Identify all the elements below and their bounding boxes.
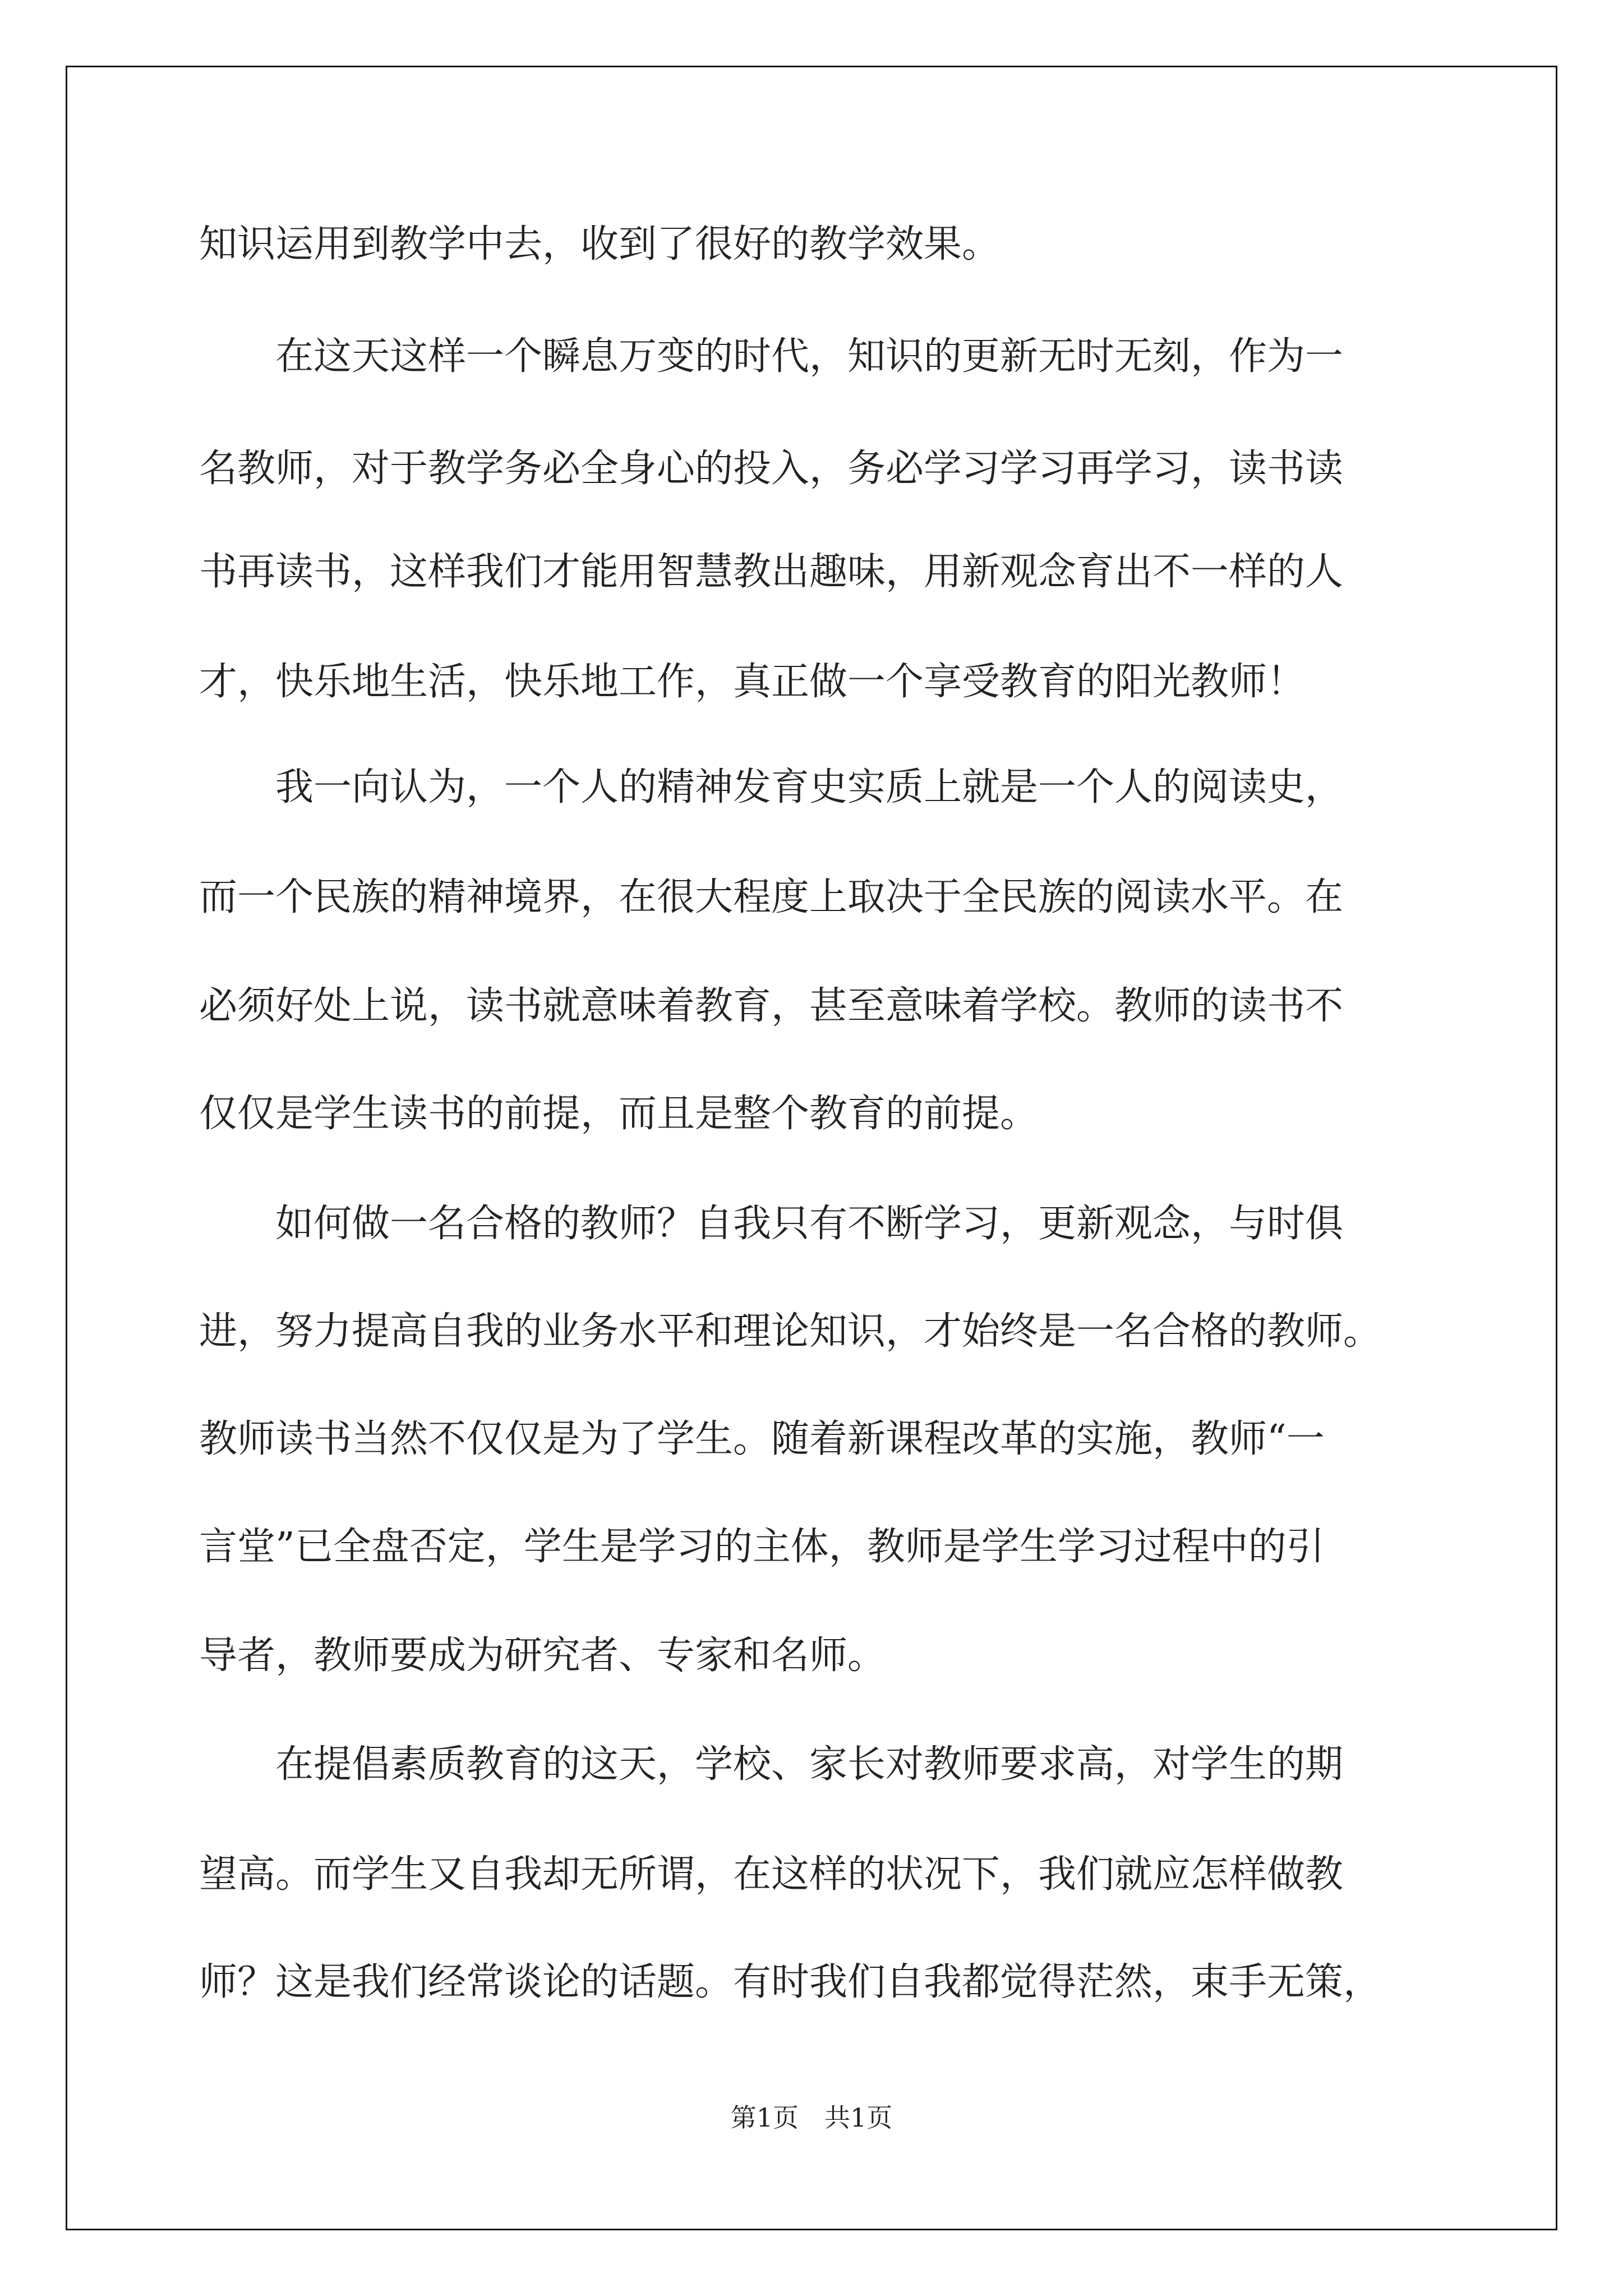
page-border [66, 66, 1557, 2230]
page-number-footer: 第1页 共1页 [730, 2102, 893, 2133]
text-line: 进，努力提高自我的业务水平和理论知识，才始终是一名合格的教师。 [199, 1309, 1382, 1354]
text-line: 知识运用到教学中去，收到了很好的教学效果。 [199, 222, 1000, 266]
text-line: 才，快乐地生活，快乐地工作，真正做一个享受教育的阳光教师！ [199, 660, 1306, 704]
text-line: 名教师，对于教学务必全身心的投入，务必学习学习再学习，读书读 [199, 447, 1344, 491]
text-line: 导者，教师要成为研究者、专家和名师。 [199, 1634, 886, 1678]
text-line: 教师读书当然不仅仅是为了学生。随着新课程改革的实施，教师“一 [199, 1417, 1325, 1461]
text-line: 我一向认为，一个人的精神发育史实质上就是一个人的阅读史， [199, 765, 1344, 809]
text-line: 言堂”已全盘否定，学生是学习的主体，教师是学生学习过程中的引 [199, 1525, 1325, 1569]
text-line: 在这天这样一个瞬息万变的时代，知识的更新无时无刻，作为一 [199, 334, 1344, 379]
text-line: 师？这是我们经常谈论的话题。有时我们自我都觉得茫然，束手无策， [199, 1960, 1382, 2004]
text-line: 如何做一名合格的教师？自我只有不断学习，更新观念，与时俱 [199, 1202, 1344, 1246]
text-line: 而一个民族的精神境界，在很大程度上取决于全民族的阅读水平。在 [199, 875, 1344, 919]
text-line: 书再读书，这样我们才能用智慧教出趣味，用新观念育出不一样的人 [199, 550, 1344, 594]
text-line: 望高。而学生又自我却无所谓，在这样的状况下，我们就应怎样做教 [199, 1852, 1344, 1897]
text-line: 仅仅是学生读书的前提，而且是整个教育的前提。 [199, 1092, 1039, 1136]
text-line: 在提倡素质教育的这天，学校、家长对教师要求高，对学生的期 [199, 1742, 1344, 1787]
text-line: 必须好处上说，读书就意味着教育，甚至意味着学校。教师的读书不 [199, 984, 1344, 1028]
